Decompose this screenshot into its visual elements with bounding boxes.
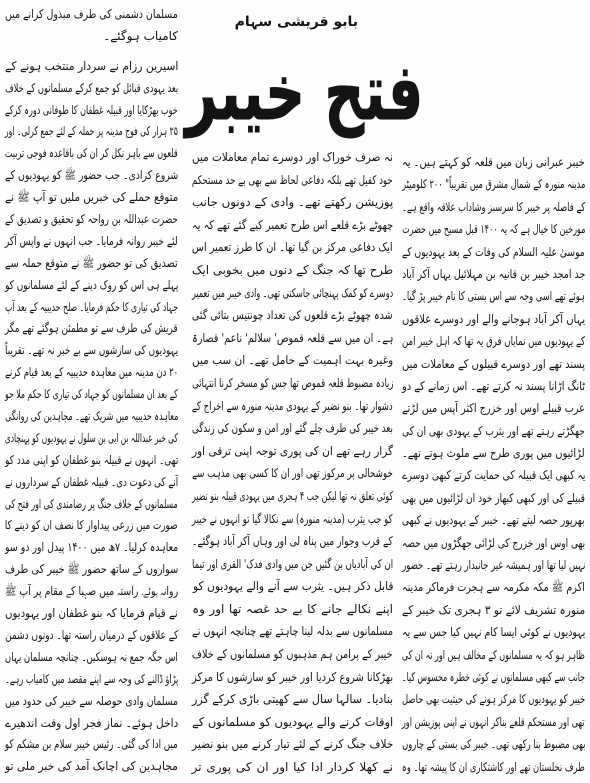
text-line: خیبر کو یہودیوں کا مرکز ہونے کی حیثیت بھی حاصل	[401, 692, 585, 707]
text-line-row	[192, 440, 393, 463]
text-line-row	[5, 165, 178, 187]
text-line: سواروں کے ساتھ حضور ﷺ خیبر کی طرف	[4, 562, 178, 577]
text-line: قبیلے کی اور کبھی کبھار خود ان لڑائیوں میں بھی	[402, 490, 585, 505]
text-line: کے یہودیوں میں نمایاں فرق یہ تھا کہ اہل خیبر امن	[401, 334, 585, 349]
text-line-row	[402, 330, 585, 352]
text-line: ان کی آبادیاں بن گئیں جن میں وادی فدک' القری اور تیما	[191, 556, 393, 571]
text-line: نہ صرف خوراک اور دوسرے تمام معاملات میں	[192, 150, 393, 164]
text-line: خیبر کے پرامن ہم مذہبوں کو مسلمانوں کے خلاف	[192, 647, 393, 662]
text-line-row	[192, 620, 393, 643]
text-line-row	[5, 581, 178, 603]
text-line-row	[402, 241, 585, 263]
text-line: بھڑکانا شروع کردیا اور خیبر کو سازشوں کا مرکز	[191, 669, 393, 684]
text-line-row	[402, 442, 585, 464]
text-line-row	[5, 647, 178, 669]
text-line: کے قرب وجوار میں پناہ لی اور وہاں آکر آباد ہوگئے۔	[192, 534, 393, 549]
text-line: خوشحالی پر مرکوز تھی اور ان کا کسی بھی مذہب سے	[192, 466, 393, 481]
text-line-row	[5, 209, 178, 231]
text-line-row	[402, 756, 585, 778]
text-line: تھی اور مستحکم قلعے بناکر انہوں نے اپنی پوزیشن اور	[402, 714, 585, 729]
text-line-row	[192, 643, 393, 666]
text-line-row	[5, 537, 178, 559]
text-line: یہودیوں کی سازشوں سے بے خبر نہ تھے۔ تقریباً	[4, 343, 178, 358]
text-line-row	[192, 282, 393, 305]
text-line: خلاف جنگ کرنے کے لئے تیار کرنے میں بنو نضیر	[191, 737, 393, 752]
text-line: ظاہر ہو کہ یہ مسلمانوں کے مخالف ہیں اور نہ ان کی	[402, 647, 585, 662]
text-line: داخل ہوئے۔ نماز فجر اول وقت اندھیرے	[4, 715, 178, 730]
text-line-row	[5, 121, 178, 143]
text-line-row	[5, 428, 178, 450]
paragraph	[402, 151, 585, 778]
text-line-row	[5, 691, 178, 713]
text-line: یہودیوں نے کوئی ایسا کام نہیں کیا جس سے یہ	[401, 625, 585, 640]
text-line: قابل ذکر ہیں۔ یثرب سے آنے والے یہودیوں کو	[192, 579, 393, 594]
text-line-row	[402, 644, 585, 666]
text-line: نے قیام فرمایا کہ بنو غطفان اور یہودیوں	[5, 606, 178, 621]
text-line: مسلمان وادی حوصلہ سے خیبر کی حدود میں	[4, 693, 178, 708]
text-line-row	[192, 598, 393, 621]
text-line-row	[192, 688, 393, 711]
text-line-row	[5, 297, 178, 319]
text-line-row	[402, 308, 585, 330]
text-line-row	[5, 26, 178, 48]
text-line-row	[402, 688, 585, 710]
text-line: جہاد کی تیاری کا حکم فرمایا۔ صلح حدیبیہ کے بعد آپ	[4, 299, 178, 314]
text-line-row	[5, 143, 178, 165]
text-line: شروع کرادی۔ جب حضور ﷺ کو یہودیوں کے	[4, 168, 178, 183]
text-line: دشوار تھا۔ بنو نضیر کے یہودی مدینہ منورہ سے اخراج کے	[192, 398, 393, 413]
article-title	[185, 40, 472, 146]
text-line: کامیاب ہوگئے۔	[103, 28, 178, 43]
text-line: خوب بھڑکایا اور قبیلہ غطفان کا طوفانی دورہ کرکے	[5, 102, 178, 117]
text-line: متوقع حملے کی خبریں ملیں تو آپ ﷺ نے	[4, 190, 178, 205]
text-line-row	[192, 756, 393, 779]
text-line: کے علاقوں کے درمیان راستہ تھا۔ دونوں دشمن	[4, 627, 178, 642]
text-line: بعد خیبر کی طرف چلے گئے اور امن و سکون کی زندگی	[192, 421, 393, 436]
text-line-row	[402, 733, 585, 755]
text-line-row	[192, 711, 393, 734]
text-line-row	[5, 756, 178, 778]
text-line-row	[192, 485, 393, 508]
text-line-row	[402, 532, 585, 554]
text-line: یہاں آکر آباد ہوجانے والے اور دوسرے علاقوں	[401, 311, 585, 326]
text-line: کو جب یثرب (مدینہ منورہ) سے نکالا گیا تو انہوں نے خیبر	[192, 511, 393, 526]
text-line-row	[5, 362, 178, 384]
text-line: کے بعد ان مسلمانوں کو جہاد کی تیاری کا حکم ملا جو	[5, 387, 178, 402]
text-line-row	[402, 464, 585, 486]
text-line-row	[5, 4, 178, 26]
text-line: خود کفیل تھے بلکہ دفاعی لحاظ سے بھی بے حد مستحکم	[192, 172, 393, 187]
text-line-row	[5, 472, 178, 494]
text-line-row	[192, 191, 393, 214]
text-line: بعد یہودی قبائل کو جمع کرکے مسلمانوں کے خلاف	[4, 80, 178, 95]
text-line-row	[402, 397, 585, 419]
text-line-row	[402, 196, 585, 218]
text-line: ٹانگ اڑانا پسند نہ کرتے تھے۔ اس زمانے کے دو	[402, 378, 585, 393]
text-line: بھرپور حصہ لیتے تھے۔ خیبر کے یہودیوں نے کبھی	[402, 513, 585, 528]
text-line-row	[5, 494, 178, 516]
text-line: کوئی تعلق نہ تھا لیکن جب ۴ ہجری میں یہودی قبیلہ بنو نضیر	[191, 488, 393, 503]
text-line: اسیرین رزام نے سردار منتخب ہونے کے	[4, 58, 178, 73]
text-line-row	[402, 621, 585, 643]
text-line: پسند تھے اور دوسرے قبیلوں کے معاملات میں	[401, 356, 585, 371]
text-line-row	[402, 218, 585, 240]
text-line: لئے خیبر روانہ فرمایا۔ جب انہوں نے واپس آکر	[5, 233, 178, 248]
text-line: کی خبر عبداللہ بن ابی بن سلول نے یہودیوں کو پہنچادی	[5, 430, 178, 445]
text-line: چھوٹے بڑے قلعے اس طرح تعمیر کیے گئے تھے کہ یہ	[191, 217, 393, 232]
text-line-row	[192, 304, 393, 327]
text-line: اس جگہ جمع نہ ہوسکیں۔ چنانچہ مسلمان یہاں	[5, 649, 178, 664]
text-line-row	[5, 603, 178, 625]
text-line: اپنے نکالے جانے کا بے حد غصہ تھا اور وہ	[192, 601, 393, 616]
text-line-row	[402, 375, 585, 397]
text-line-row	[5, 559, 178, 581]
text-line: اکرم ﷺ مکہ مکرمہ سے ہجرت فرماکر مدینہ	[402, 580, 585, 595]
text-line-row	[402, 487, 585, 509]
text-line-row	[5, 406, 178, 428]
text-line-row	[192, 169, 393, 192]
text-line-row	[402, 666, 585, 688]
text-line-row	[5, 78, 178, 100]
text-line-row	[192, 236, 393, 259]
text-line: اوقات کرنے والے یہودیوں کو مسلمانوں کے	[191, 714, 393, 729]
text-line: طرف نخلستان تھے اور کاشتکاری ان کا پیشہ تھا۔ وہ	[402, 759, 585, 774]
text-line-row	[192, 733, 393, 756]
text-line: شدہ چھوٹے بڑے قلعوں کی تعداد چونتیس بتائی گئی	[192, 308, 393, 323]
paragraph	[5, 56, 178, 778]
text-line-row	[402, 576, 585, 598]
text-line-row	[5, 318, 178, 340]
text-line: مسلمان دشمنی کی طرف مبذول کرانے میں	[5, 7, 178, 21]
text-line: عرب قبیلے اوس اور خزرج اکثر آپس میں لڑتے	[402, 401, 585, 416]
text-line-row	[5, 625, 178, 647]
text-line-row	[5, 713, 178, 735]
text-line: دوسرے کو کمک پہنچائی جاسکتی تھی۔ وادی خیبر میں تعمیر	[191, 285, 393, 300]
text-line-row	[5, 515, 178, 537]
text-line: زیادہ مضبوط قلعہ قموص تھا جس کو مسخر کرنا انتہائی	[191, 375, 393, 390]
text-line-row	[192, 462, 393, 485]
text-line-row	[402, 173, 585, 195]
text-line-row	[402, 711, 585, 733]
text-line-row	[192, 575, 393, 598]
text-line: آنے کی دعوت دی۔ قبیلہ غطفان کے سرداروں نے	[4, 474, 178, 489]
text-line-row	[5, 231, 178, 253]
text-line-row	[5, 669, 178, 691]
text-line: ہے۔ ان میں سے قلعہ قموص' سلالم' ناعم' قصارۃ	[191, 330, 393, 345]
text-line-row	[192, 214, 393, 237]
text-line: تھی۔ انہوں نے قبیلہ بنو غطفان کو اپنی مدد کو	[4, 452, 178, 467]
text-line: قریش کی طرف سے تو مطمئن ہوگئے تھے مگر	[5, 321, 178, 336]
text-line: طرح تھا کہ جنگ کے دنوں میں بخوبی ایک	[191, 262, 393, 277]
text-line-row	[192, 530, 393, 553]
text-line-row	[402, 509, 585, 531]
text-line: روانہ ہوئے۔ راستہ میں صہبا کے مقام پر آپ ﷺ	[4, 584, 178, 599]
text-line-row	[5, 734, 178, 756]
text-line: حضرت عبداللہ بن رواحہ کو تحقیق و تصدیق کے	[5, 212, 178, 227]
text-line: ۲۰ دن مدینہ میں معاہدہ حدیبیہ کے بعد قیام کرنے	[4, 365, 178, 380]
text-line-row	[5, 187, 178, 209]
text-line: جھگڑتے رہتے تھے اور یثرب کے یہودی بھی ان کی	[402, 423, 585, 438]
text-line-row	[5, 275, 178, 297]
text-line-row	[192, 146, 393, 169]
text-line: مدینہ منورہ کے شمال مشرق میں تقریباً" ۲۰۰ کلومیٹر	[401, 177, 585, 192]
text-column-left	[5, 4, 178, 780]
text-line-row	[5, 253, 178, 275]
text-line: ۲۵ ہزار کی فوج مدینہ پر حملہ کے لئے جمع کرلی۔ اور	[5, 124, 178, 139]
text-line: مسلمانوں سے بدلہ لینا چاہتے تھے چنانچہ انہوں نے	[191, 624, 393, 639]
text-line: بھی اوس اور خزرج کی لڑائی جھگڑوں میں حصہ	[401, 535, 585, 550]
text-line: پہلے ہی اس کو روک دینے کے لئے مسلمانوں کو	[4, 277, 178, 292]
text-line: پوزیشن رکھتے تھے۔ وادی کے دونوں جانب	[191, 195, 393, 210]
text-line: صورت میں زرعی پیداوار کا نصف ان کو دینے کا	[5, 518, 178, 533]
text-line: معاہدہ حدیبیہ میں شریک تھے۔ مجاہدین کی روانگی	[4, 409, 178, 424]
text-line: جانب سے کبھی مسلمانوں نے کوئی خطرہ محسوس کیا۔	[402, 669, 585, 684]
text-line: لڑائیوں میں پوری طرح سے ملوث ہوتے تھے۔	[402, 446, 585, 461]
text-line-row	[402, 420, 585, 442]
text-line-row	[402, 554, 585, 576]
text-line: بھی مضبوط بنا رکھی تھی۔ خیبر کی بستی کے چاروں	[401, 737, 585, 752]
text-line: مسلمانوں کے خلاف جنگ پر رضامندی کی اور فتح کی	[5, 496, 178, 511]
text-line-row	[5, 450, 178, 472]
paragraph	[192, 146, 393, 779]
text-line-row	[192, 553, 393, 576]
text-line-row	[192, 372, 393, 395]
text-column-right	[402, 151, 585, 780]
text-line-row	[192, 666, 393, 689]
text-line: کے فاصلہ پر خیبر کا سرسبز وشاداب علاقہ واقع ہے۔	[401, 199, 585, 214]
text-line: مجاہدین کی اچانک آمد کی خبر ملی تو	[5, 759, 178, 774]
text-line-row	[5, 100, 178, 122]
text-line-row	[192, 417, 393, 440]
text-line: خیبر عبرانی زبان میں قلعہ کو کہتے ہیں۔ یہ	[402, 155, 585, 169]
text-line: جد امجد خیبر بن قانیہ بن مہلائیل یہاں آکر آباد	[401, 266, 585, 281]
text-column-middle	[192, 146, 393, 780]
text-line: گزار رہے تھے ان کی پوری توجہ اپنی ترقی اور	[191, 443, 393, 458]
text-line: یہ کبھی ایک قبیلہ کی حمایت کرتے کبھی دوسرے	[401, 468, 585, 483]
text-line: موسیٰ علیہ السلام کی وفات کے بعد یہودیوں کے	[402, 244, 585, 259]
text-line: پڑاؤ ڈالنے کی وجہ سے اپنے مقصد میں کامیاب رہے۔	[4, 671, 178, 686]
text-line: منورہ تشریف لائے تو ۳ ہجری تک خیبر کے	[401, 602, 585, 617]
text-line: تصدیق کی تو حضور ﷺ نے متوقع حملہ سے	[5, 255, 178, 270]
text-line-row	[5, 340, 178, 362]
article-title-text: فتح خیبر	[185, 48, 424, 138]
text-line-row	[5, 56, 178, 78]
text-line: ایک دفاعی مرکز بن گیا تھا۔ ان کا طرز تعمیر اس	[192, 240, 393, 255]
paragraph	[5, 4, 178, 48]
text-line: بنادیا۔ سالہا سال سے کھیتی باڑی کرکے گزر	[191, 692, 393, 707]
text-line-row	[192, 327, 393, 350]
text-line: مورخین کا خیال ہے کہ یہ ۱۴۰۰ قبل مسیح میں حضرت	[401, 222, 585, 237]
text-line: قلعوں سے باہر نکل کر ان کی باقاعدہ فوجی تربیت	[5, 146, 178, 161]
text-line-row	[402, 353, 585, 375]
text-line-row	[192, 395, 393, 418]
text-line-row	[402, 263, 585, 285]
text-line-row	[402, 599, 585, 621]
text-line: وغیرہ بہت اہمیت کے حامل تھے۔ ان سب میں	[191, 353, 393, 368]
text-line: نہیں لیا تھا اور ہمیشہ غیر جانبدار رہتے تھے۔ حضور	[401, 558, 585, 573]
text-line: میں ادا کی گئی۔ رئیس خیبر سلام بن مشکم کو	[5, 737, 178, 752]
text-line: نے کھلا کردار ادا کیا اور ان کی پوری تر	[191, 760, 393, 775]
text-line-row	[402, 285, 585, 307]
text-line-row	[192, 508, 393, 531]
text-line: ہوئے تھے اسی وجہ سے اس بستی کا نام خیبر پڑ گیا۔	[402, 289, 585, 304]
text-line-row	[5, 384, 178, 406]
text-line-row	[192, 259, 393, 282]
text-line-row	[402, 151, 585, 173]
text-line: معاہدہ کرلیا۔ ۷ھ میں ۱۴۰۰ پیدل اور دو سو	[4, 540, 178, 555]
author-byline: بابو قریشی سہام	[234, 14, 358, 30]
text-line-row	[192, 349, 393, 372]
